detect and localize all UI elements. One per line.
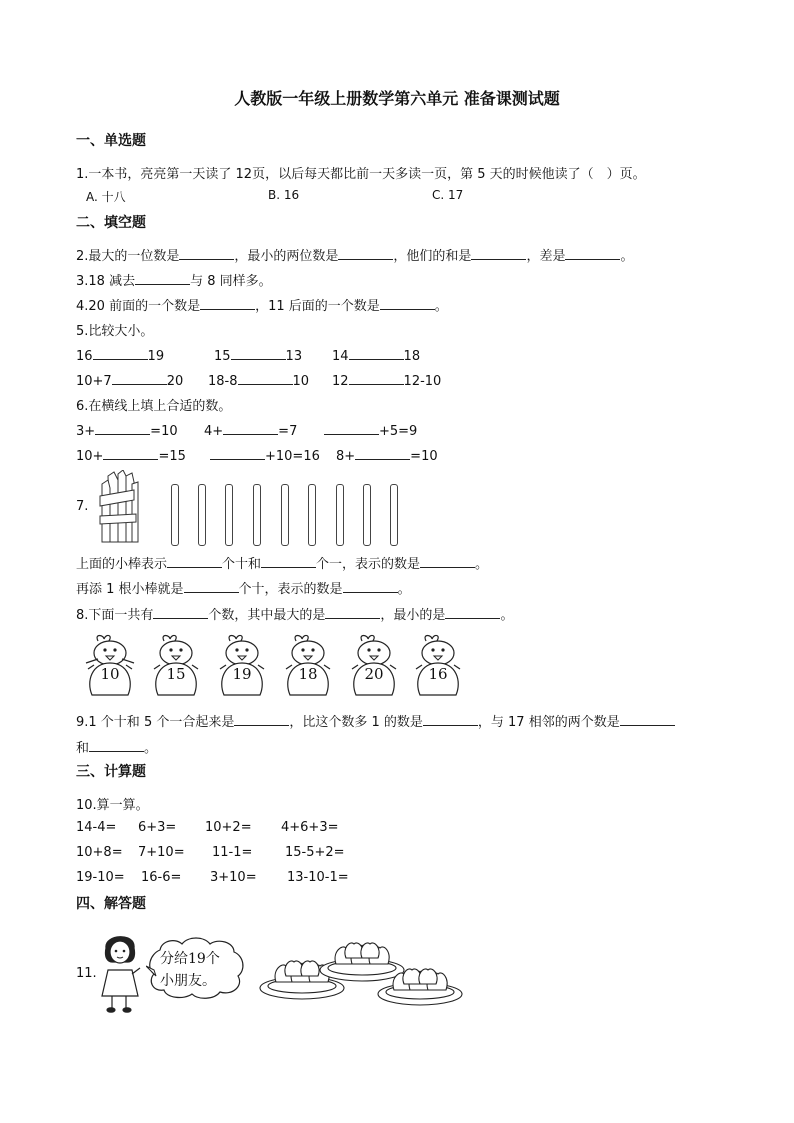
single-stick: [363, 484, 371, 546]
page-title: 人教版一年级上册数学第六单元 准备课测试题: [234, 89, 560, 108]
question-7-text: 。: [397, 582, 411, 597]
calc-expression: 10+2=: [205, 820, 252, 835]
answer-blank[interactable]: [261, 553, 316, 568]
answer-blank[interactable]: [231, 345, 286, 360]
question-7-text: 个十和: [222, 557, 262, 572]
compare-right: 20: [166, 374, 184, 389]
single-stick: [281, 484, 289, 546]
fill-right: +5=9: [379, 424, 418, 439]
fill-left: 10+: [76, 449, 104, 464]
answer-blank[interactable]: [324, 420, 379, 435]
calc-expression: 11-1=: [212, 845, 253, 860]
question-9-line-2: [76, 737, 157, 756]
answer-blank[interactable]: [95, 420, 150, 435]
question-8-text: 。: [500, 608, 514, 623]
answer-blank[interactable]: [355, 445, 410, 460]
question-3: [76, 270, 272, 289]
single-stick: [390, 484, 398, 546]
answer-blank[interactable]: [445, 604, 500, 619]
answer-blank[interactable]: [420, 553, 475, 568]
question-4: [76, 295, 448, 314]
question-10-text: 10.算一算。: [76, 798, 149, 813]
girl-icon: [98, 930, 144, 1014]
answer-blank[interactable]: [89, 737, 144, 752]
fill-item: [210, 445, 320, 464]
question-7-text: 个十，表示的数是: [238, 582, 343, 597]
chick-number-card: [278, 633, 338, 697]
question-1-option-c[interactable]: C. 17: [432, 188, 464, 202]
question-9-text: ，与 17 相邻的两个数是: [477, 715, 620, 730]
answer-blank[interactable]: [179, 245, 234, 260]
question-2-text: ，差是: [526, 249, 566, 264]
answer-blank[interactable]: [620, 711, 675, 726]
answer-blank[interactable]: [210, 445, 265, 460]
single-stick: [253, 484, 261, 546]
compare-right: 10: [292, 374, 310, 389]
answer-blank[interactable]: [167, 553, 222, 568]
chick-number-card: [408, 633, 468, 697]
compare-right: 12-10: [403, 374, 442, 389]
chick-number: 18: [298, 665, 318, 683]
question-2: [76, 245, 633, 264]
question-9-text: 和: [76, 741, 90, 756]
single-stick: [336, 484, 344, 546]
chick-number-card: [80, 633, 140, 697]
compare-left: 16: [76, 349, 93, 364]
answer-blank[interactable]: [112, 370, 167, 385]
compare-item: [332, 370, 441, 389]
fill-item: [204, 420, 297, 439]
calc-expression: 10+8=: [76, 845, 123, 860]
chick-number-card: [146, 633, 206, 697]
single-stick: [198, 484, 206, 546]
fill-right: =15: [158, 449, 186, 464]
answer-blank[interactable]: [184, 578, 239, 593]
compare-left: 12: [332, 374, 349, 389]
fill-item: [76, 445, 186, 464]
compare-item: [76, 345, 164, 364]
section-heading-calculation: 三、计算题: [76, 764, 146, 780]
fill-right: =7: [278, 424, 298, 439]
answer-blank[interactable]: [338, 245, 393, 260]
chick-number: 15: [166, 665, 186, 683]
question-4-text: 。: [434, 299, 448, 314]
question-2-text: ，他们的和是: [393, 249, 472, 264]
chick-number-card: [212, 633, 272, 697]
fill-left: 4+: [204, 424, 224, 439]
question-7-text: 再添 1 根小棒就是: [76, 582, 184, 597]
calc-expression: 19-10=: [76, 870, 125, 885]
peach-plate-icon: [374, 962, 466, 1008]
calc-expression: 3+10=: [210, 870, 257, 885]
answer-blank[interactable]: [238, 370, 293, 385]
compare-item: [208, 370, 309, 389]
calc-expression: 7+10=: [138, 845, 185, 860]
compare-right: 18: [403, 349, 421, 364]
answer-blank[interactable]: [135, 270, 190, 285]
calc-expression: 14-4=: [76, 820, 117, 835]
question-8-text: ，最小的是: [380, 608, 446, 623]
answer-blank[interactable]: [423, 711, 478, 726]
question-3-text: 与 8 同样多。: [190, 274, 272, 289]
question-3-text: 3.18 减去: [76, 274, 136, 289]
question-7-number: 7.: [76, 499, 89, 514]
question-5-text: 5.比较大小。: [76, 324, 154, 339]
fill-item: [76, 420, 178, 439]
single-stick: [225, 484, 233, 546]
question-1-text: 1.一本书，亮亮第一天读了 12页，以后每天都比前一天多读一页，第 5 天的时候他读了（ ）页。: [76, 167, 646, 182]
compare-right: 19: [147, 349, 165, 364]
question-2-text: 。: [620, 249, 634, 264]
answer-blank[interactable]: [223, 420, 278, 435]
answer-blank[interactable]: [471, 245, 526, 260]
compare-left: 10+7: [76, 374, 112, 389]
question-8-text: 8.下面一共有: [76, 608, 154, 623]
question-8: [76, 604, 513, 623]
calc-expression: 4+6+3=: [281, 820, 339, 835]
answer-blank[interactable]: [234, 711, 289, 726]
question-1-option-a[interactable]: A. 十八: [86, 190, 126, 204]
question-4-text: ，11 后面的一个数是: [255, 299, 380, 314]
chick-number-card: [344, 633, 404, 697]
chick-number: 20: [364, 665, 384, 683]
question-9-text: 。: [144, 741, 158, 756]
fill-item: [324, 420, 417, 439]
question-2-text: ，最小的两位数是: [234, 249, 339, 264]
question-2-text: 2.最大的一位数是: [76, 249, 180, 264]
question-1-option-b[interactable]: B. 16: [268, 188, 300, 202]
question-9-text: ，比这个数多 1 的数是: [289, 715, 423, 730]
stick-bundle-icon: [96, 470, 146, 546]
question-9-line-1: [76, 711, 675, 730]
answer-blank[interactable]: [343, 578, 398, 593]
answer-blank[interactable]: [103, 445, 158, 460]
single-stick: [171, 484, 179, 546]
fill-right: +10=16: [265, 449, 320, 464]
single-stick: [308, 484, 316, 546]
calc-expression: 6+3=: [138, 820, 177, 835]
answer-blank[interactable]: [380, 295, 435, 310]
compare-item: [332, 345, 420, 364]
compare-right: 13: [285, 349, 303, 364]
section-heading-single-choice: 一、单选题: [76, 133, 146, 149]
compare-item: [76, 370, 183, 389]
question-7-line-1: [76, 553, 488, 572]
fill-left: 3+: [76, 424, 96, 439]
calc-expression: 16-6=: [141, 870, 182, 885]
question-7-text: 个一，表示的数是: [316, 557, 421, 572]
chick-number: 10: [100, 665, 120, 683]
question-9-text: 9.1 个十和 5 个一合起来是: [76, 715, 235, 730]
question-8-text: 个数，其中最大的是: [208, 608, 326, 623]
answer-blank[interactable]: [349, 370, 404, 385]
answer-blank[interactable]: [200, 295, 255, 310]
answer-blank[interactable]: [325, 604, 380, 619]
answer-blank[interactable]: [153, 604, 208, 619]
question-11-number: 11.: [76, 966, 97, 981]
question-7-line-2: [76, 578, 411, 597]
calc-expression: 15-5+2=: [285, 845, 345, 860]
compare-left: 14: [332, 349, 349, 364]
compare-item: [214, 345, 302, 364]
speech-bubble-line-1: 分给19个: [160, 951, 220, 967]
fill-right: =10: [150, 424, 178, 439]
speech-bubble: [146, 936, 248, 1000]
section-heading-word-problems: 四、解答题: [76, 896, 146, 912]
compare-left: 18-8: [208, 374, 238, 389]
chick-number: 19: [232, 665, 252, 683]
chick-number: 16: [428, 665, 448, 683]
answer-blank[interactable]: [349, 345, 404, 360]
answer-blank[interactable]: [93, 345, 148, 360]
fill-item: [336, 445, 438, 464]
question-7-text: 。: [475, 557, 489, 572]
question-4-text: 4.20 前面的一个数是: [76, 299, 201, 314]
question-7-text: 上面的小棒表示: [76, 557, 168, 572]
section-heading-fill-blank: 二、填空题: [76, 215, 146, 231]
fill-left: 8+: [336, 449, 356, 464]
calc-expression: 13-10-1=: [287, 870, 349, 885]
question-6-text: 6.在横线上填上合适的数。: [76, 399, 232, 414]
answer-blank[interactable]: [565, 245, 620, 260]
compare-left: 15: [214, 349, 231, 364]
fill-right: =10: [410, 449, 438, 464]
speech-bubble-line-2: 小朋友。: [160, 973, 216, 989]
